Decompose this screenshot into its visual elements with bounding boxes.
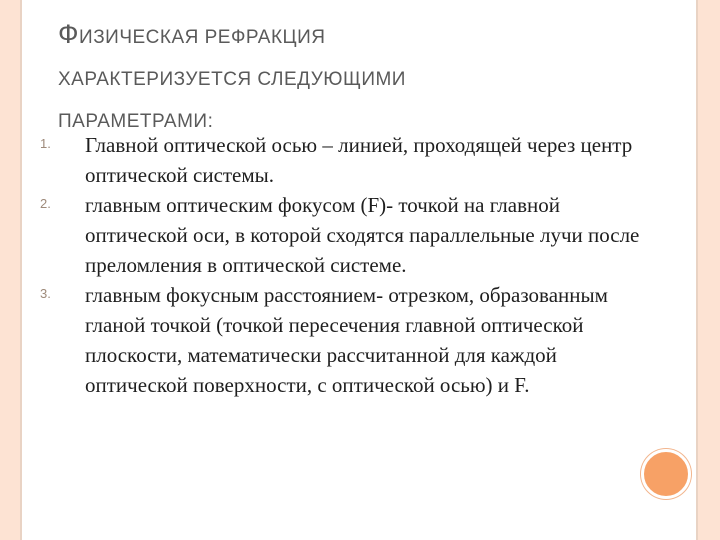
list-item bbox=[40, 190, 660, 280]
parameter-list bbox=[40, 130, 660, 400]
title-line-1 bbox=[58, 14, 658, 58]
list-item-text: главным фокусным расстоянием- отрезком, образованным гланой точкой (точкой пересечения главной оптической плоскости, математически рассчитанной для каждой оптической поверхности, с оптической осью) и F. bbox=[85, 283, 608, 397]
list-item-number: 2. bbox=[40, 196, 51, 211]
decorative-circle-icon bbox=[641, 449, 691, 499]
slide-title bbox=[58, 14, 658, 142]
title-line-text: ПАРАМЕТРАМИ: bbox=[58, 111, 214, 132]
list-item bbox=[40, 280, 660, 400]
list-item bbox=[40, 130, 660, 190]
list-item-number: 1. bbox=[40, 136, 51, 151]
title-line-text: ХАРАКТЕРИЗУЕТСЯ СЛЕДУЮЩИМИ bbox=[58, 69, 406, 90]
title-initial-cap: Ф bbox=[58, 19, 80, 49]
list-item-number: 3. bbox=[40, 286, 51, 301]
list-item-text: главным оптическим фокусом (F)- точкой на главной оптической оси, в которой сходятся параллельные лучи после преломления в оптической системе. bbox=[85, 193, 640, 277]
title-line-text: ИЗИЧЕСКАЯ РЕФРАКЦИЯ bbox=[79, 27, 326, 48]
title-line-2 bbox=[58, 58, 658, 100]
list-item-text: Главной оптической осью – линией, проходящей через центр оптической системы. bbox=[85, 133, 633, 187]
